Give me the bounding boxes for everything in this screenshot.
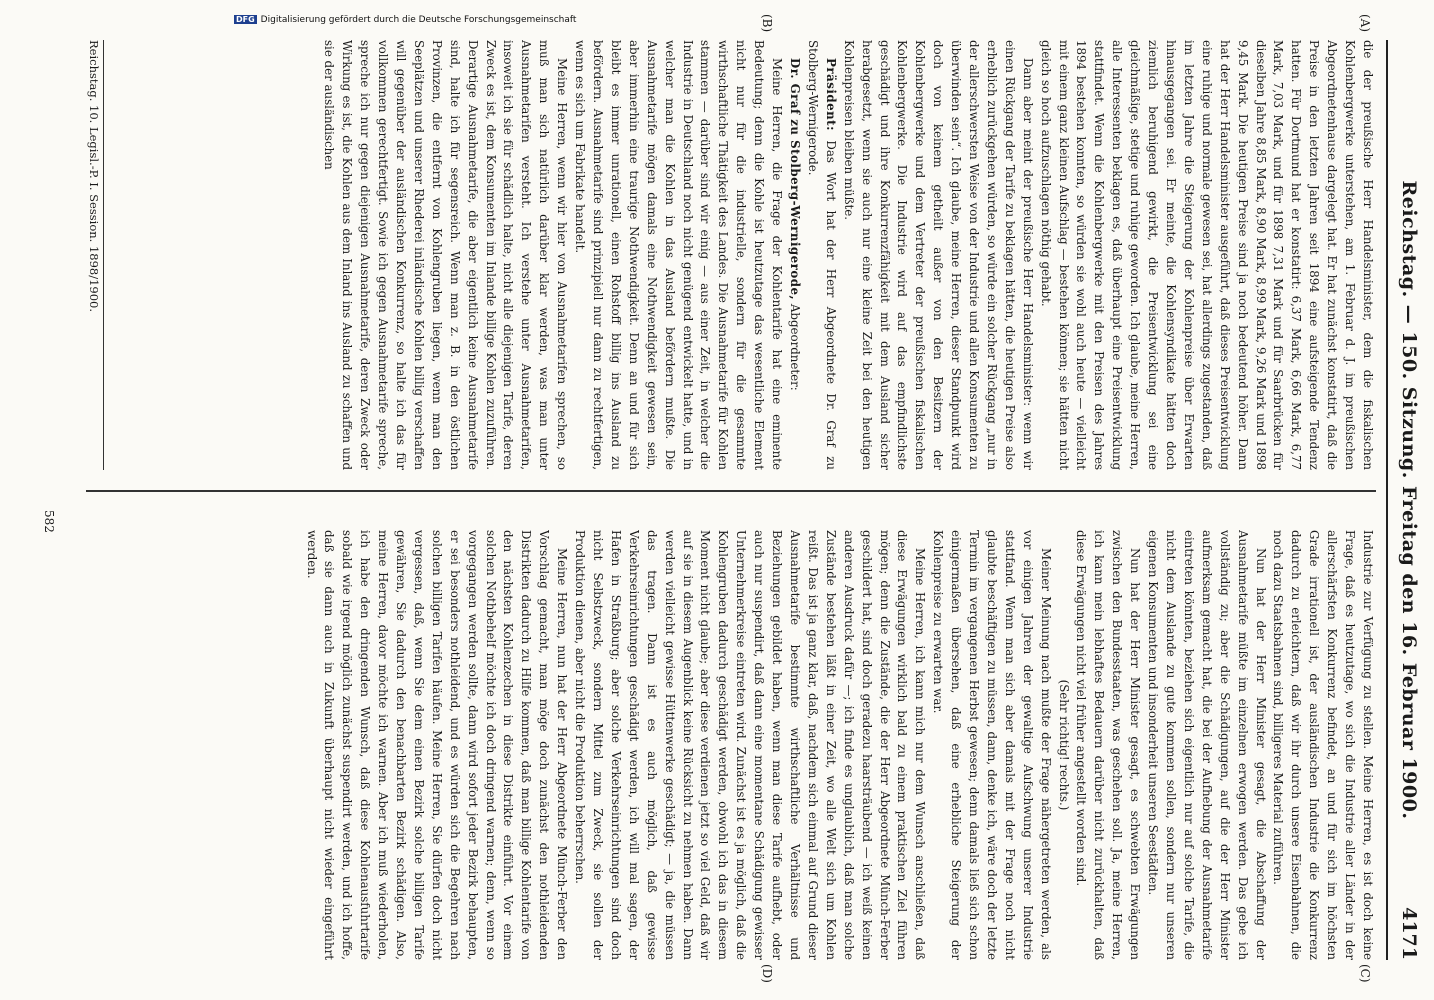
- paragraph: Dann aber meint der preußische Herr Handelsminister: wenn wir einen Rückgang der Tarife zu beklagen hätten, die heutigen Preise also erheblich zurückgehen würden, so würde ein solcher Rückgang „nur in der allerschwersten Weise von der Industrie und allen Konsumenten zu überwinden sein“. Ich glaube, meine Herren, dieser Standpunkt wird doch von keinem getheilt außer von den Besitzern der Kohlenbergwerke und dem Vertreter der preußischen fiskalischen Kohlenbergwerke. Die Industrie wird auf das empfindlichste geschädigt und ihre Konkurrenzfähigkeit mit dem Ausland sicher herabgesetzt, wenn sie auch nur eine kleine Zeit bei den heutigen Kohlenpreisen bleiben müßte.: [841, 40, 1035, 470]
- left-column: [121, 40, 1376, 470]
- speech-president: [803, 40, 839, 470]
- right-column: [121, 530, 1376, 960]
- header-rule: [1386, 40, 1388, 960]
- dfg-logo: DFG: [236, 15, 255, 24]
- funding-text: Digitalisierung gefördert durch die Deutsche Forschungsgemeinschaft: [260, 15, 577, 25]
- column-divider: [86, 490, 1376, 492]
- speaker-role: Abgeordneter:: [788, 303, 802, 391]
- applause-note: (Sehr richtig! rechts.): [1056, 679, 1071, 811]
- paragraph: Meine Herren, ich kann mich nur dem Wunsch anschließen, daß diese Erwägungen wirklich bald zu einem praktischen Ziel führen mögen; denn die Zustände, die der Herr Abgeordnete Münch-Ferber geschildert hat, sind doch geradezu haarsträubend — ich weiß keinen anderen Ausdruck dafür —; ich finde es unglaublich, daß man solche Zustände bestehen läßt in einer Zeit, wo alle Welt sich um Kohlen reißt. Das ist ja ganz klar, daß, nachdem sich einmal auf Grund dieser Ausnahmetarife bestimmte wirthschaftliche Verhältnisse und Beziehungen gebildet haben, wenn man diese Tarife aufhebt, oder auch nur suspendirt, daß dann eine momentane Schädigung gewisser Unternehmerkreise eintreten wird. Zunächst ist es ja möglich, daß die Kohlengruben dadurch geschädigt werden, obwohl ich das in diesem Moment nicht glaube; aber diese verdienen jetzt so viel Geld, daß wir auf sie in diesem Augenblick keine Rücksicht zu nehmen haben. Dann werden vielleicht gewisse Hüttenwerke geschädigt; — ja, die müssen das tragen. Dann ist es auch möglich, daß gewisse Verkehrseinrichtungen geschädigt werden, ich will mal sagen, der Hafen in Straßburg; aber solche Verkehrseinrichtungen sind doch nicht Selbstzweck, sondern Mittel zum Zweck, sie sollen der Produktion dienen, aber nicht die Produktion beherrschen.: [573, 530, 928, 960]
- header-page-number: 4171: [1398, 907, 1420, 960]
- header-title: Reichstag. — 150. Sitzung. Freitag den 16. Februar 1900.: [1398, 180, 1420, 820]
- paragraph: Meine Herren, die Frage der Kohlentarife hat eine eminente Bedeutung; denn die Kohle ist heutzutage das wesentliche Element nicht nur für die industrielle, sondern für die gesammte wirthschaftliche Thätigkeit des Landes. Die Ausnahmetarife für Kohlen stammen — darüber sind wir einig — aus einer Zeit, in welcher die Industrie in Deutschland noch nicht genügend entwickelt hatte, und in welcher man die Kohlen in das Ausland befördern mußte. Die Ausnahmetarife mögen damals eine Nothwendigkeit gewesen sein, aber immerhin eine traurige Nothwendigkeit. Denn an und für sich bleibt es immer unrationell, einen Rohstoff billig ins Ausland zu befördern. Ausnahmetarife sind prinzipiell nur dann zu rechtfertigen, wenn es sich um Fabrikate handelt.: [573, 40, 785, 470]
- paragraph: Meiner Meinung nach mußte der Frage nähergetreten werden, als vor einigen Jahren der gewaltige Aufschwung unserer Industrie stattfand. Wenn man sich aber damals mit der Frage noch nicht glaubte beschäftigen zu müssen, dann, denke ich, wäre doch der letzte Termin im vergangenen Herbst gewesen; denn damals ließ sich schon einigermaßen übersehen, daß eine erhebliche Steigerung der Kohlenpreise zu erwarten war.: [931, 530, 1053, 960]
- page-footer: Reichstag. 10. Legisl.-P. I. Session. 1898/1900.: [87, 40, 104, 470]
- paragraph: die der preußische Herr Handelsminister, dem die fiskalischen Kohlenbergwerke unterstehen, am 1. Februar d. J. im preußischen Abgeordnetenhause dargelegt hat. Er hat zunächst konstatirt, daß die Preise in den letzten Jahren seit 1894 eine aufsteigende Tendenz hatten. Für Dortmund hat er konstatirt: 6,37 Mark, 6,66 Mark, 6,77 Mark, 7,03 Mark, und für 1898 7,31 Mark und für Saarbrücken für dieselben Jahre 8,85 Mark, 8,90 Mark, 8,99 Mark, 9,26 Mark und 1898 9,45 Mark. Die heutigen Preise sind ja noch bedeutend höher. Dann hat der Herr Handelsminister ausgeführt, daß dieses Preisentwicklung eine ruhige und normale gewesen sei, hat allerdings zugestanden, daß im letzten Jahre die Steigerung der Kohlenpreise über Erwarten hinausgegangen sei. Er meinte, die Kohlensyndikate hätten doch ziemlich beruhigend gewirkt, die Preisentwicklung sei eine gleichmäßige, stetige und ruhige geworden. Ich glaube, meine Herren, alle Interessenten beklagen es, daß überhaupt eine Preisentwicklung stattfindet. Wenn die Kohlenbergwerke mit den Preisen des Jahres 1894 bestehen konnten, so würden sie wohl auch heute — vielleicht mit einem ganz kleinen Aufschlag — bestehen können; sie hätten nicht gleich so hoch aufzuschlagen nöthig gehabt.: [1038, 40, 1375, 470]
- paragraph: Meine Herren, nun hat der Herr Abgeordnete Münch-Ferber den Vorschlag gemacht, man möge doch zunächst den nothleidenden Distrikten dadurch zu Hilfe kommen, daß man billige Kohlentarife von den nächsten Kohlenzechen in diese Distrikte einführt. Vor einem solchen Nothbehelf möchte ich doch dringend warnen; denn, wenn so vorgegangen werden sollte, dann wird sofort jeder Bezirk behaupten, er sei besonders nothleidend, und es würden sich die Begehren nach solchen billigen Tarifen häufen. Meine Herren, Sie dürfen doch nicht vergessen, daß, wenn Sie dem einen Bezirk solche billigen Tarife gewähren, Sie dadurch den benachbarten Bezirk schädigen. Also, meine Herren, davor möchte ich warnen. Aber ich muß wiederholen, ich habe den dringenden Wunsch, daß diese Kohlenausfuhrtarife sobald wie irgend möglich zunächst suspendirt werden, und ich hoffe, daß sie dann auch in Zukunft überhaupt nicht wieder eingeführt werden.: [304, 530, 570, 960]
- speaker-name: Präsident:: [823, 58, 838, 131]
- paragraph: Nun hat der Herr Minister gesagt, es schwebten Erwägungen zwischen den Bundesstaaten, was geschehen soll. Ja, meine Herren, ich kann mein lebhaftes Bedauern darüber nicht zurückhalten, daß diese Erwägungen nicht viel früher angestellt worden sind.: [1074, 530, 1143, 960]
- footer-page-number: 582: [42, 510, 56, 533]
- speech-text: Das Wort hat der Herr Abgeordnete Dr. Graf zu Stolberg-Wernigerode.: [805, 40, 838, 470]
- funding-note: [234, 15, 1234, 25]
- paragraph: Industrie zur Verfügung zu stellen. Meine Herren, es ist doch keine Frage, daß es heutzutage, wo sich die Industrie aller Länder in der allerschärfsten Konkurrenz befindet, an und für sich im höchsten Grade irrationell ist, der ausländischen Industrie die Konkurrenz dadurch zu erleichtern, daß wir ihr durch unsere Eisenbahnen, die noch dazu Staatsbahnen sind, billigeres Material zuführen.: [1271, 530, 1375, 960]
- speech-heading: [785, 40, 803, 470]
- speaker-name: Dr. Graf zu Stolberg-Wernigerode,: [788, 58, 802, 301]
- margin-mark-c: (C): [1358, 964, 1372, 983]
- paragraph: Nun hat der Herr Minister gesagt, die Abschaffung der Ausnahmetarife müßte im einzelnen erwogen werden. Das gebe ich vollständig zu; aber die Schädigungen, auf die der Herr Minister aufmerksam gemacht hat, die bei der Aufhebung der Ausnahmetarife eintreten könnten, beziehen sich eigentlich nur auf solche Tarife, die nicht dem Auslande zu gute kommen sollen, sondern nur unseren eigenen Konsumenten und insonderheit unseren Seestädten.: [1146, 530, 1268, 960]
- margin-mark-b: (B): [760, 14, 774, 33]
- margin-mark-a: (A): [1358, 14, 1372, 33]
- paragraph: Meine Herren, wenn wir hier von Ausnahmetarifen sprechen, so muß man sich natürlich darüber klar werden, was man unter Ausnahmetarifen versteht. Ich verstehe unter Ausnahmetarifen, insoweit ich sie für schädlich halte, nicht alle diejenigen Tarife, deren Zweck es ist, dem Konsumenten im Inlande billige Kohlen zuzuführen. Derartige Ausnahmetarife, die aber eigentlich keine Ausnahmetarife sind, halte ich für segensreich. Wenn man z. B. in den östlichen Provinzen, die entfernt von Kohlengruben liegen, wenn man den Seeplätzen und unserer Rhederei inländische Kohlen billig verschaffen will gegenüber der ausländischen Konkurrenz, so halte ich das für vollkommen gerechtfertigt. Sowie ich gegen Ausnahmetarife spreche, spreche ich nur gegen diejenigen Ausnahmetarife, deren Zweck oder Wirkung es ist, die Kohlen aus dem Inland ins Ausland zu schaffen und sie der ausländischen: [322, 40, 570, 470]
- margin-mark-d: (D): [760, 964, 774, 983]
